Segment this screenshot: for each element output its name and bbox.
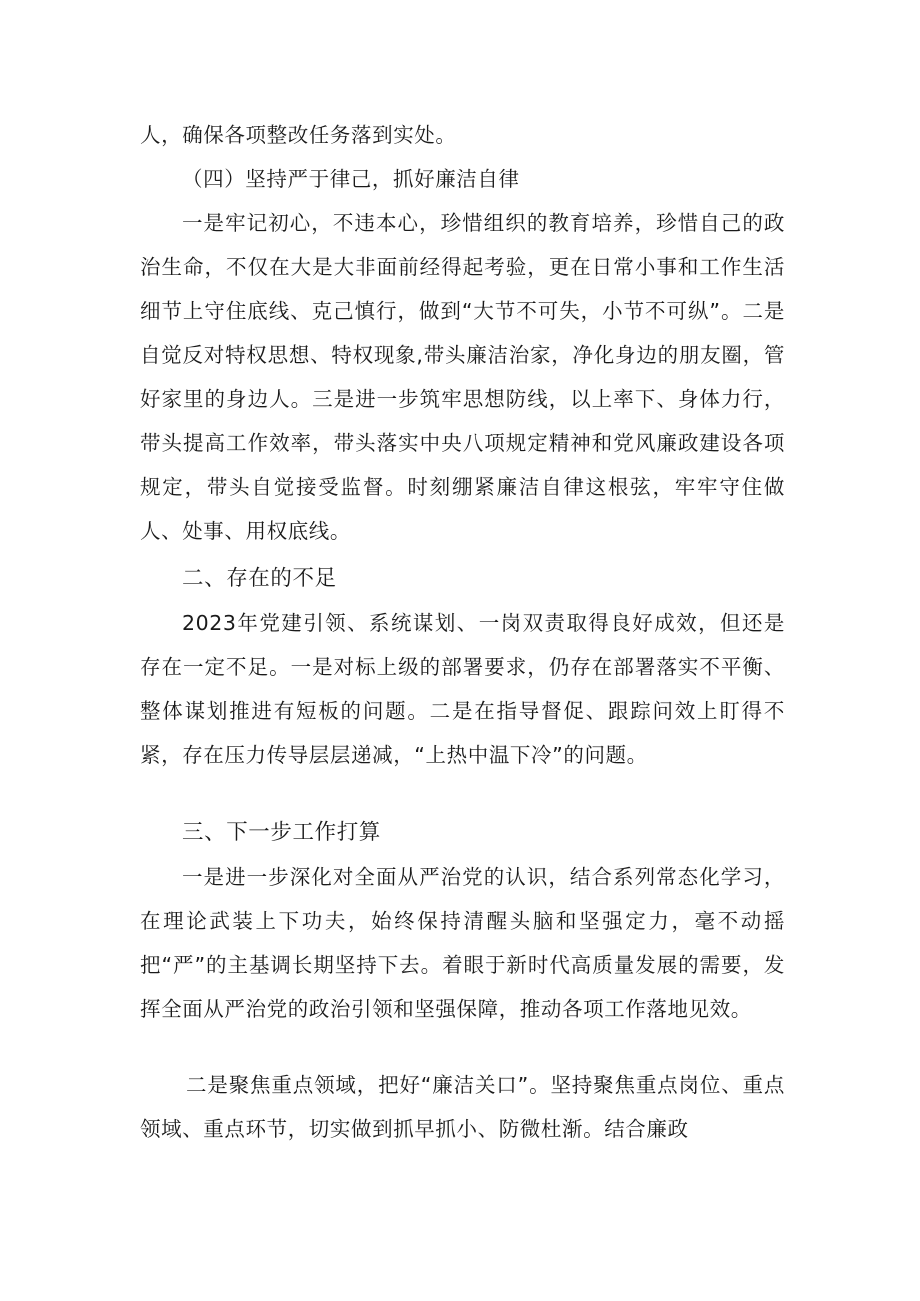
heading-next-steps: 三、下一步工作打算 <box>182 820 381 845</box>
paragraph-continuation: 人，确保各项整改任务落到实处。 <box>140 123 457 147</box>
paragraph-plan-1: 一是进一步深化对全面从严治党的认识，结合系列常态化学习，在理论武装上下功夫，始终保持清醒头脑和坚强定力，毫不动摇把“严”的主基调长期坚持下去。着眼于新时代高质量发展的需要，发挥全面从严治党的政治引领和坚强保障，推动各项工作落地见效。 <box>140 865 785 1021</box>
section-shortcomings-block <box>140 557 785 777</box>
section-plan-2-block <box>140 1063 785 1151</box>
paragraph-discipline: 一是牢记初心，不违本心，珍惜组织的教育培养，珍惜自己的政治生命，不仅在大是大非面前经得起考验，更在日常小事和工作生活细节上守住底线、克己慎行，做到“大节不可失，小节不可纵”。二是自觉反对特权思想、特权现象,带头廉洁治家，净化身边的朋友圈，管好家里的身边人。三是进一步筑牢思想防线，以上率下、身体力行，带头提高工作效率，带头落实中央八项规定精神和党风廉政建设各项规定，带头自觉接受监督。时刻绷紧廉洁自律这根弦，牢牢守住做人、处事、用权底线。 <box>140 211 785 543</box>
section-next-steps-block <box>140 811 785 1031</box>
heading-shortcomings: 二、存在的不足 <box>182 566 337 591</box>
section-4-block <box>140 113 785 553</box>
subheading-discipline: （四）坚持严于律己，抓好廉洁自律 <box>182 167 520 191</box>
paragraph-shortcomings: 2023年党建引领、系统谋划、一岗双责取得良好成效，但还是存在一定不足。一是对标上级的部署要求，仍存在部署落实不平衡、整体谋划推进有短板的问题。二是在指导督促、跟踪问效上盯得不紧，存在压力传导层层递减，“上热中温下冷”的问题。 <box>140 611 785 767</box>
paragraph-plan-2: 二是聚焦重点领域，把好“廉洁关口”。坚持聚焦重点岗位、重点领域、重点环节，切实做到抓早抓小、防微杜渐。结合廉政 <box>140 1073 785 1141</box>
